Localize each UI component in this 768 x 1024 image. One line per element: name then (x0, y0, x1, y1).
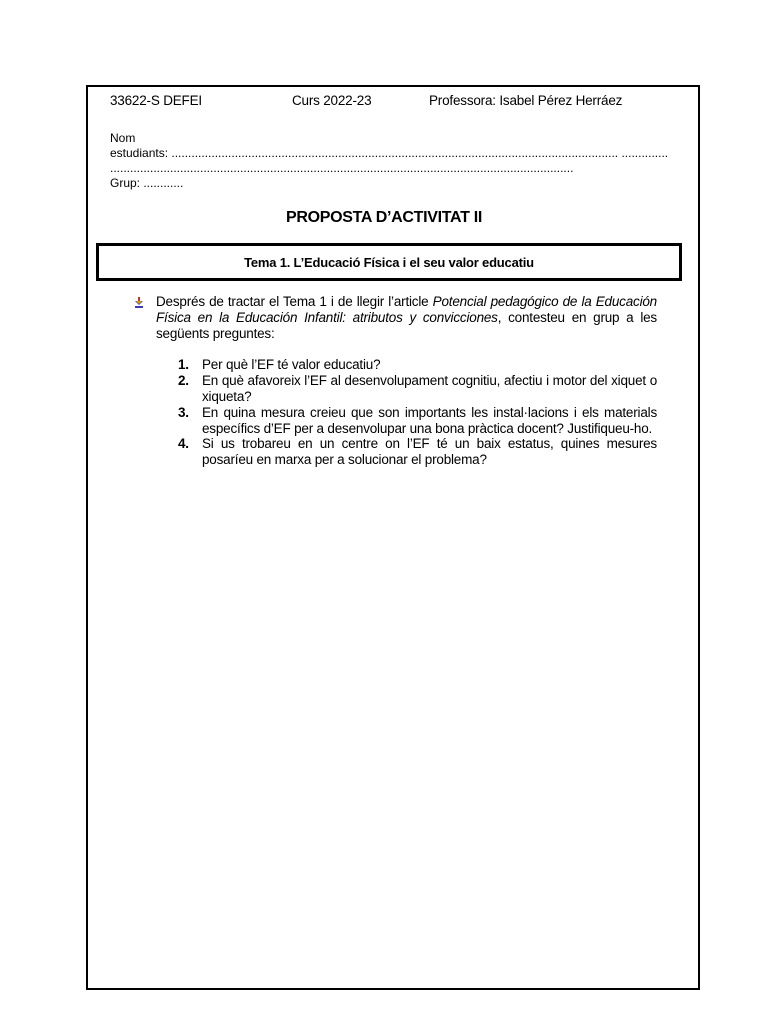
group-line: Grup: ............ (110, 176, 184, 190)
student-name-label: Nom (110, 131, 136, 145)
question-item (178, 405, 657, 436)
arrow-bullet-icon (133, 297, 145, 309)
topic-title: Tema 1. L’Educació Física i el seu valor educatiu (244, 254, 534, 270)
question-number: 2. (178, 373, 189, 388)
student-name-line-2: ........................................................................................................................................... (110, 161, 574, 175)
question-text: En quina mesura creieu que son importants les instal·lacions i els materials específics d’EF per a desenvolupar una bona pràctica docent? Justifiqueu-ho. (202, 405, 657, 436)
intro-text: Després de tractar el Tema 1 i de llegir l’article (156, 294, 433, 309)
question-number: 3. (178, 405, 189, 420)
intro-paragraph (156, 294, 657, 342)
intro-text-end: , contesteu en grup a les següents preguntes: (156, 310, 657, 341)
article-title: Potencial pedagógico de la Educación Física en la Educación Infantil: atributos y convicciones (156, 294, 657, 325)
question-text: Per què l’EF té valor educatiu? (202, 357, 381, 372)
question-number: 4. (178, 436, 189, 451)
question-number: 1. (178, 357, 189, 372)
student-name-line: estudiants: ...................................................................................................................................... .............. (110, 146, 669, 160)
question-text: Si us trobareu en un centre on l’EF té un baix estatus, quines mesures posaríeu en marxa per a solucionar el problema? (202, 436, 657, 467)
question-text: En què afavoreix l’EF al desenvolupament cognitiu, afectiu i motor del xiquet o xiqueta? (202, 373, 657, 404)
topic-box (96, 243, 682, 281)
subject-code: 33622-S DEFEI (110, 93, 202, 108)
question-item (178, 357, 657, 373)
question-item (178, 436, 657, 467)
course-year: Curs 2022-23 (292, 93, 372, 108)
teacher-name: Professora: Isabel Pérez Herráez (429, 93, 623, 108)
question-item (178, 373, 657, 404)
page-title: PROPOSTA D’ACTIVITAT II (285, 209, 483, 226)
